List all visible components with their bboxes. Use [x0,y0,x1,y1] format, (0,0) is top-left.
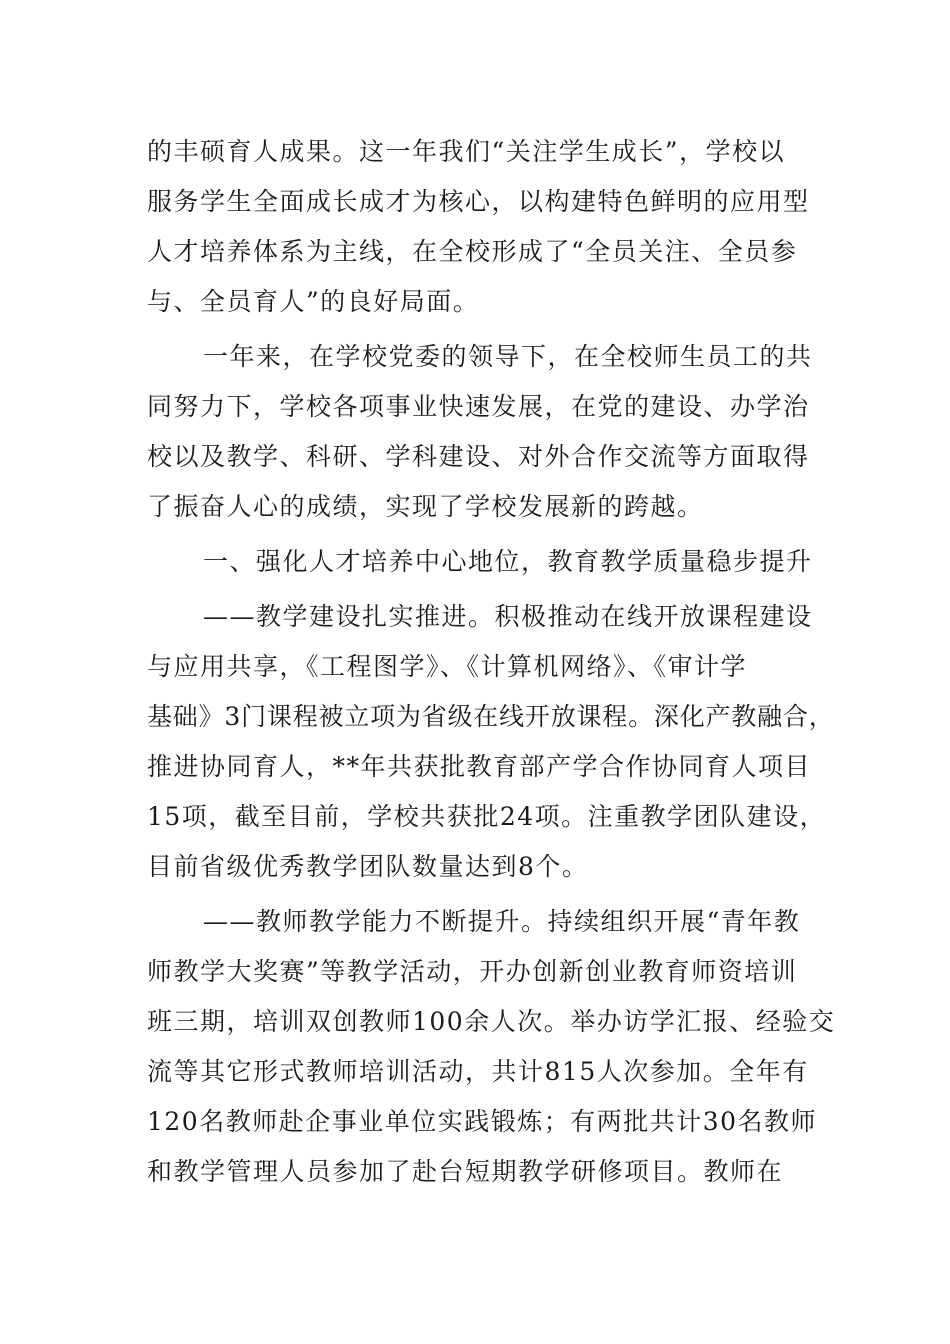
text-line: 基础》3门课程被立项为省级在线开放课程。深化产教融合， [147,702,835,731]
text-line: 了振奋人心的成绩，实现了学校发展新的跨越。 [147,492,704,521]
text-line: 120名教师赴企事业单位实践锻炼；有两批共计30名教师 [147,1107,818,1136]
text-line: 班三期，培训双创教师100余人次。举办访学汇报、经验交 [147,1007,836,1036]
text-line: 服务学生全面成长成才为核心，以构建特色鲜明的应用型 [147,187,810,216]
text-line: 推进协同育人，**年共获批教育部产学合作协同育人项目 [147,752,812,781]
text-line: ——教师教学能力不断提升。持续组织开展“青年教 [203,907,801,936]
text-line: 校以及教学、科研、学科建设、对外合作交流等方面取得 [147,442,810,471]
text-line: 15项，截至目前，学校共获批24项。注重教学团队建设， [147,802,827,831]
section-heading: 一、强化人才培养中心地位，教育教学质量稳步提升 [203,547,813,576]
text-line: 流等其它形式教师培训活动，共计815人次参加。全年有 [147,1057,809,1086]
text-line: 一年来，在学校党委的领导下，在全校师生员工的共 [203,342,813,371]
text-line: 与、全员育人”的良好局面。 [147,287,480,316]
text-line: ——教学建设扎实推进。积极推动在线开放课程建设 [203,602,813,631]
text-line: 目前省级优秀教学团队数量达到8个。 [147,852,589,881]
text-line: 人才培养体系为主线，在全校形成了“全员关注、全员参 [147,237,798,266]
text-line: 和教学管理人员参加了赴台短期教学研修项目。教师在 [147,1157,784,1186]
text-line: 师教学大奖赛”等教学活动，开办创新创业教育师资培训 [147,957,798,986]
text-line: 与应用共享，《工程图学》、《计算机网络》、《审计学 [147,652,748,681]
text-line: 的丰硕育人成果。这一年我们“关注学生成长”，学校以 [147,137,786,166]
text-line: 同努力下，学校各项事业快速发展，在党的建设、办学治 [147,392,810,421]
